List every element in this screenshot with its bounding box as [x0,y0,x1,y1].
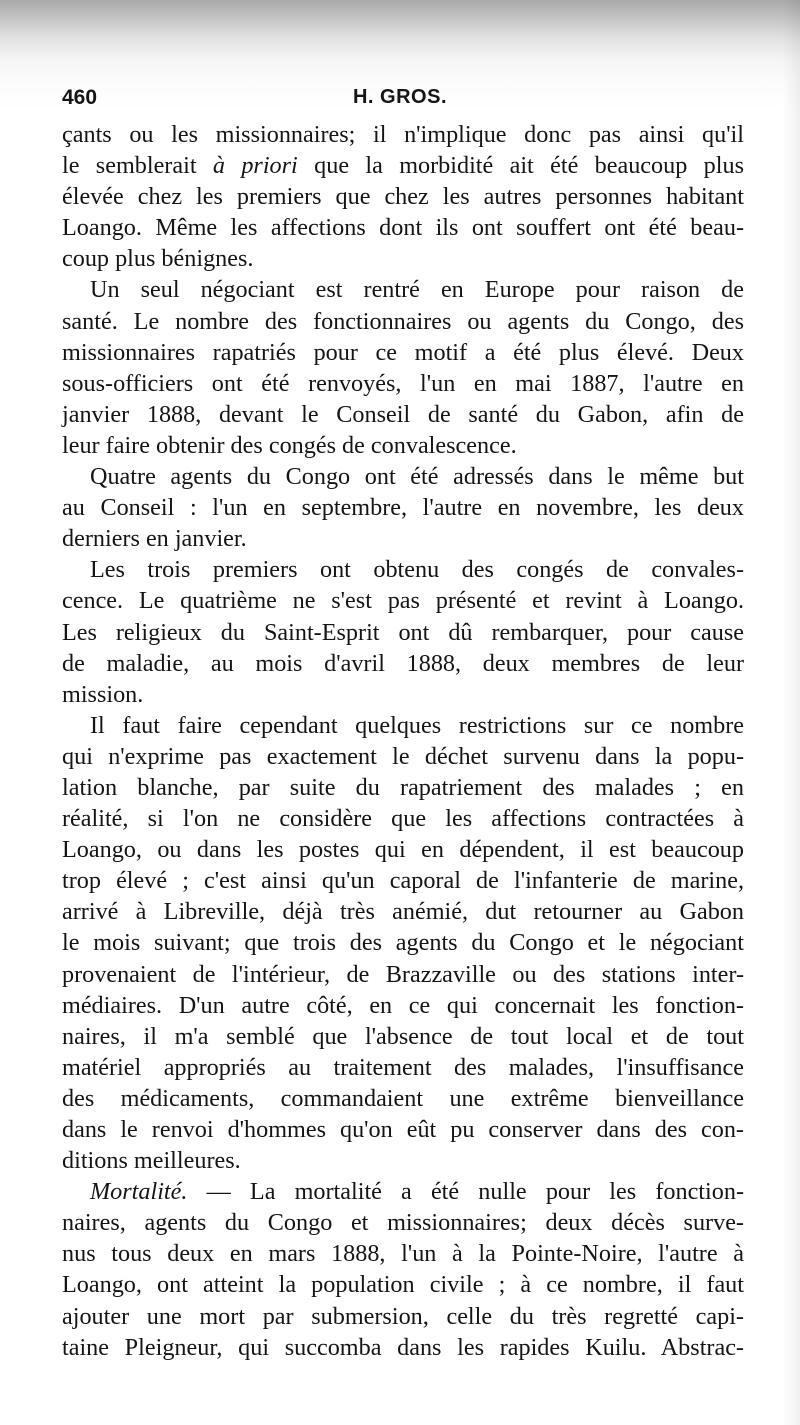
text-line: naires, agents du Congo et missionnaires; deux décès surve- [62,1209,744,1237]
text-line: ditions meilleures. [62,1147,241,1175]
text-line: le mois suivant; que trois des agents du Congo et le négociant [62,929,744,957]
text-line: de maladie, au mois d'avril 1888, deux membres de leur [62,649,744,677]
italic-term: à priori [212,152,298,180]
text-line: missionnaires rapatriés pour ce motif a été plus élevé. Deux [62,338,744,366]
running-title: H. GROS. [352,86,447,108]
paragraph-start: Les trois premiers ont obtenu des congés de convales- [90,556,744,584]
text-line: nus tous deux en mars 1888, l'un à la Pointe-Noire, l'autre à [62,1240,744,1268]
section-heading-italic: Mortalité. [90,1178,188,1206]
text-line: sous-officiers ont été renvoyés, l'un en mai 1887, l'autre en [62,369,744,397]
text-line: lation blanche, par suite du rapatriement des malades ; en [62,773,744,801]
text-line: Les religieux du Saint-Esprit ont dû rembarquer, pour cause [62,618,744,646]
text-line: leur faire obtenir des congés de convalescence. [62,431,517,459]
paragraph-start: Mortalité. — La mortalité a été nulle pour les fonction- [90,1178,744,1206]
text-line: élevée chez les premiers que chez les autres personnes habitant [62,183,744,211]
text-line: provenaient de l'intérieur, de Brazzaville ou des stations inter- [62,960,744,988]
text-line: réalité, si l'on ne considère que les affections contractées à [62,805,744,833]
text-line: mission. [62,680,144,708]
text-line: çants ou les missionnaires; il n'implique donc pas ainsi qu'il [62,121,744,148]
text-line: ajouter une mort par submersion, celle du très regretté capi- [62,1302,744,1330]
text-line: médiaires. D'un autre côté, en ce qui concernait les fonction- [62,991,744,1019]
page-header [62,86,742,116]
text-line: Loango. Même les affections dont ils ont souffert ont été beau- [62,214,744,242]
page-number: 460 [62,86,98,109]
paragraph-start: Il faut faire cependant quelques restrictions sur ce nombre [90,711,744,739]
text-line: naires, il m'a semblé que l'absence de tout local et de tout [62,1022,744,1050]
text-line: cence. Le quatrième ne s'est pas présenté et revint à Loango. [62,587,744,615]
text-line: des médicaments, commandaient une extrême bienveillance [62,1084,744,1112]
text-line: Loango, ont atteint la population civile ; à ce nombre, il faut [62,1271,744,1299]
scan-shadow-top [0,0,800,60]
paragraph-start: Quatre agents du Congo ont été adressés dans le même but [90,463,744,491]
text-line: santé. Le nombre des fonctionnaires ou agents du Congo, des [62,307,744,335]
body-text [62,119,744,1363]
text-line: au Conseil : l'un en septembre, l'autre en novembre, les deux [62,494,744,522]
text-line: qui n'exprime pas exactement le déchet survenu dans la popu- [62,742,744,770]
paragraph-start: Un seul négociant est rentré en Europe pour raison de [90,276,744,304]
text-line: derniers en janvier. [62,525,247,553]
text-line: Loango, ou dans les postes qui en dépendent, il est beaucoup [62,836,744,864]
text-line: arrivé à Libreville, déjà très anémié, dut retourner au Gabon [62,898,744,926]
text-line: janvier 1888, devant le Conseil de santé du Gabon, afin de [62,400,744,428]
scan-shadow-right [782,0,800,1425]
text-line: le semblerait à priori que la morbidité ait été beaucoup plus [62,152,744,180]
text-line: coup plus bénignes. [62,245,254,273]
text-line: dans le renvoi d'hommes qu'on eût pu conserver dans des con- [62,1116,744,1143]
text-line: matériel appropriés au traitement des malades, l'insuffisance [62,1053,744,1081]
text-line: taine Pleigneur, qui succomba dans les rapides Kuilu. Abstrac- [62,1333,744,1361]
text-line: trop élevé ; c'est ainsi qu'un caporal de l'infanterie de marine, [62,867,744,895]
